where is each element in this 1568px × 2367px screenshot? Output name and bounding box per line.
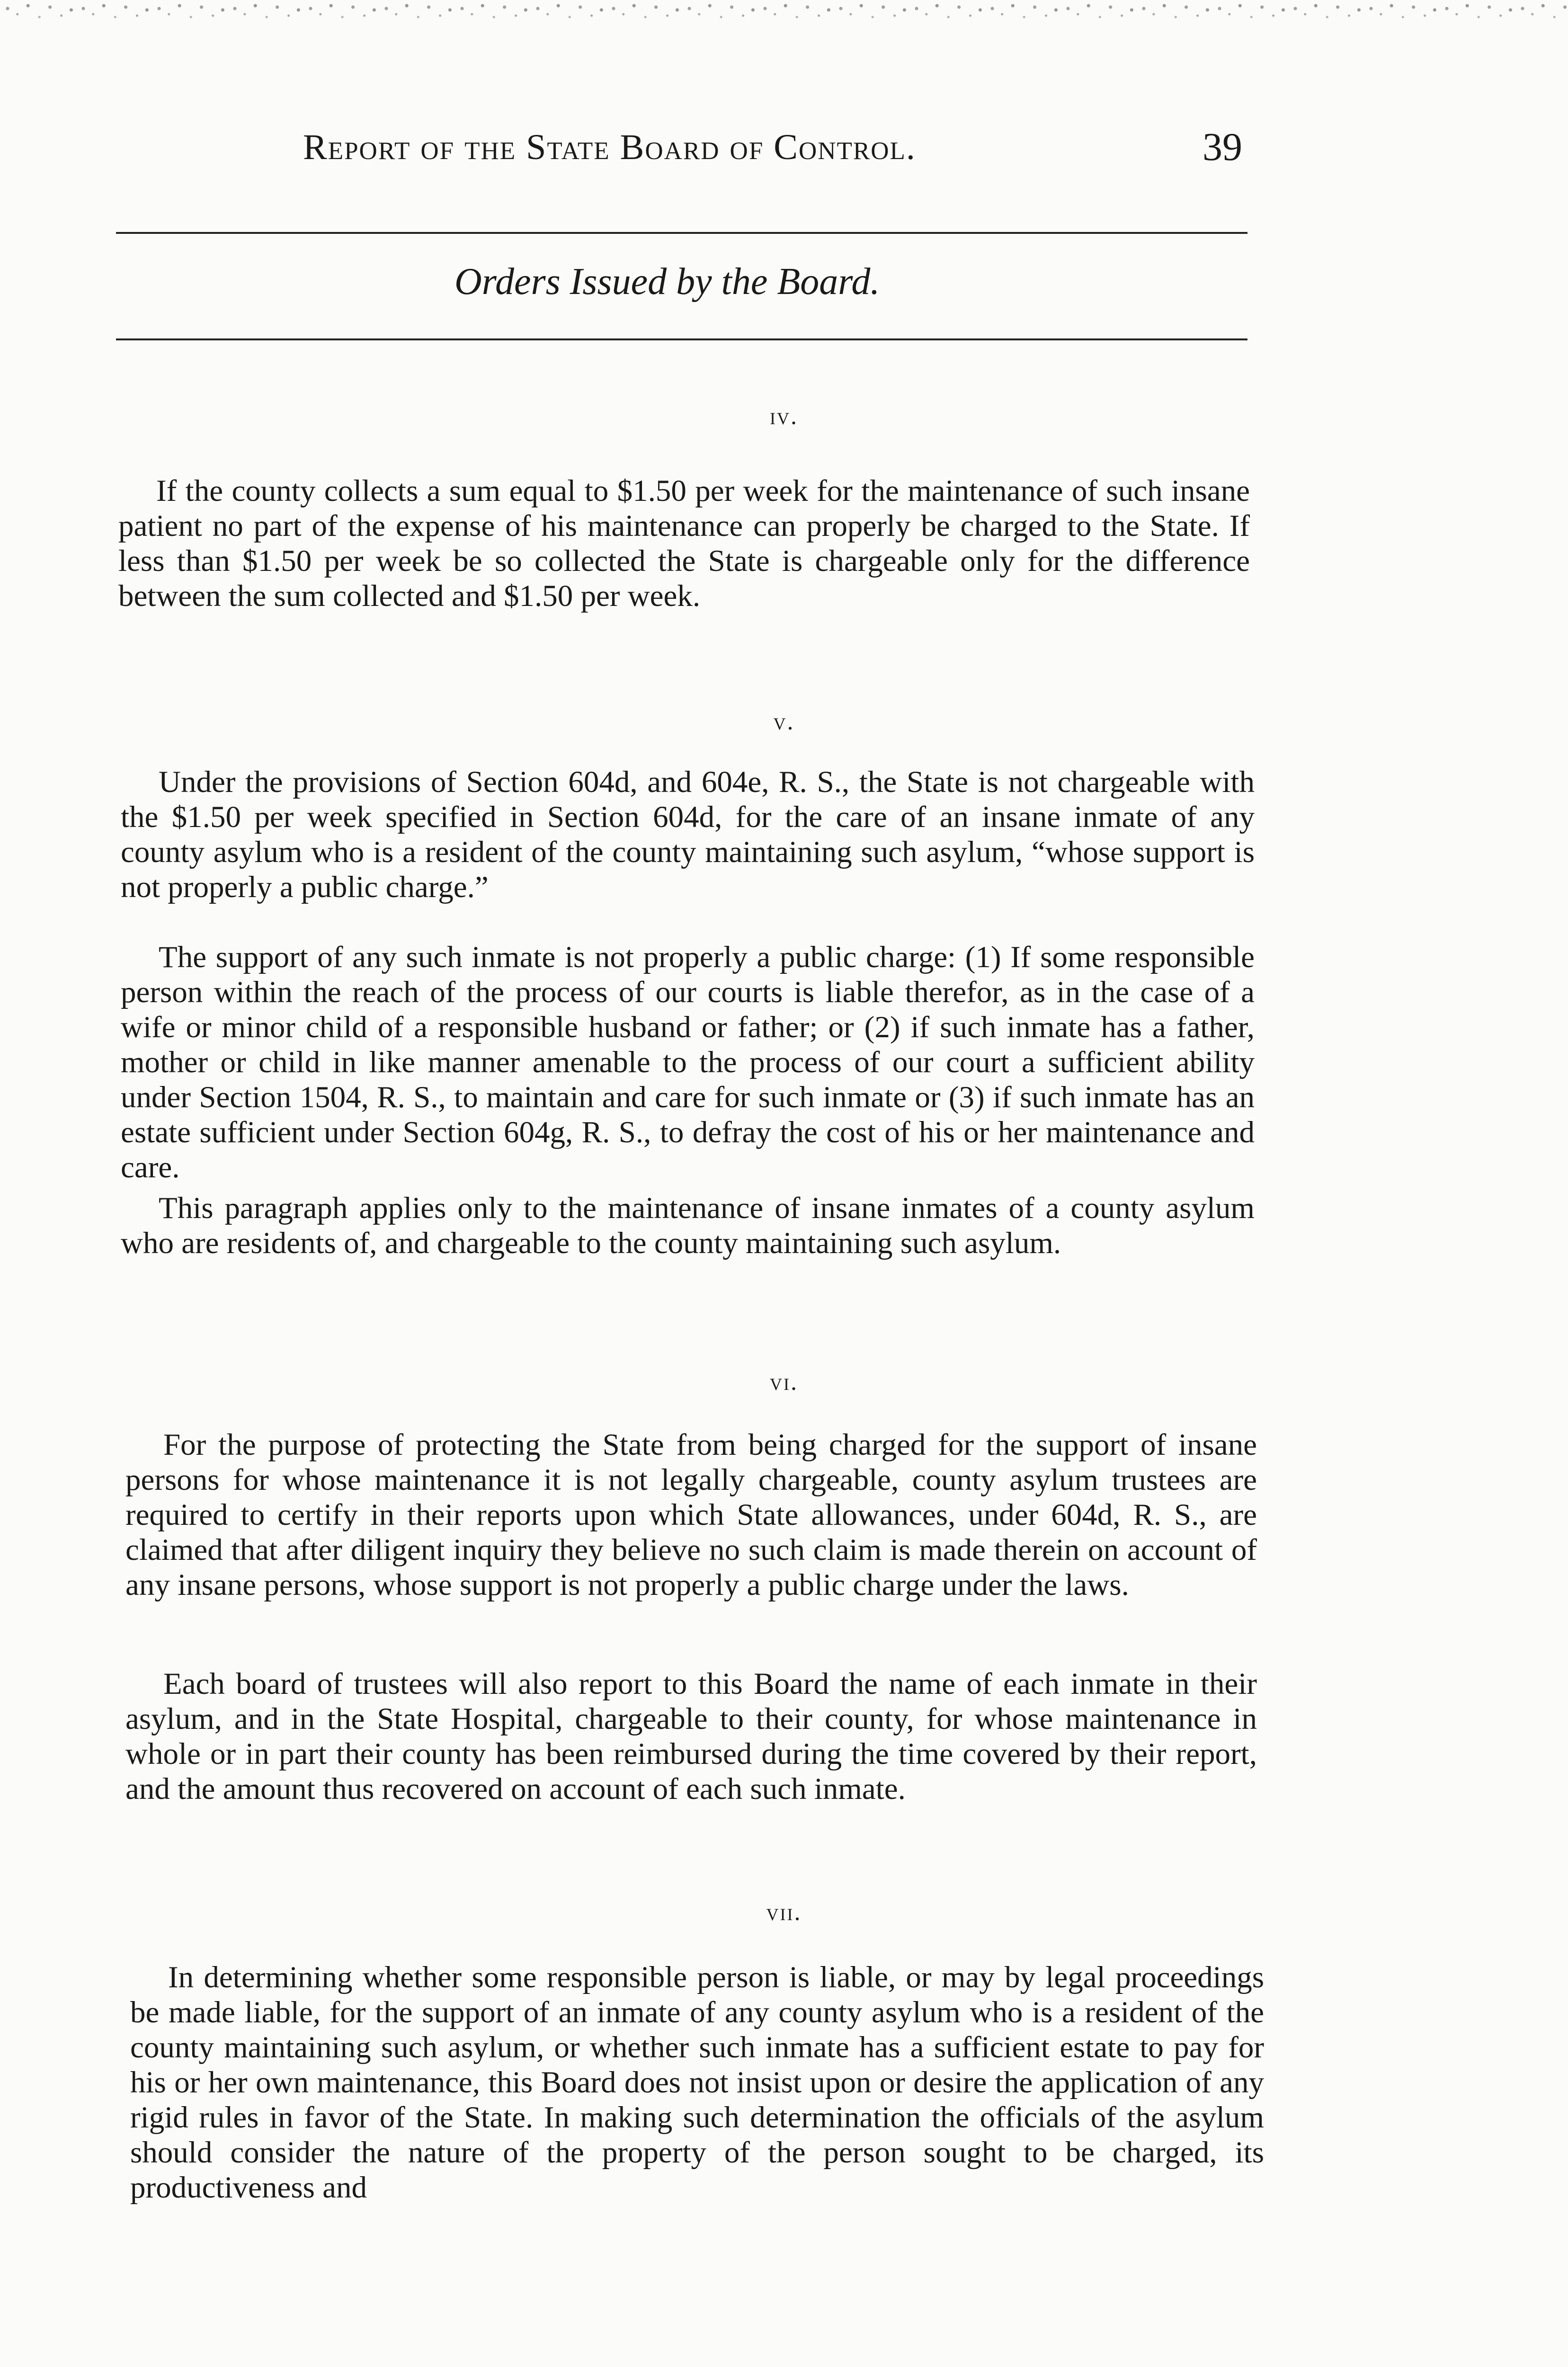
paragraph-v-2: [121, 940, 1255, 1185]
page-number: 39: [1203, 125, 1242, 169]
paragraph-v-1: [121, 765, 1255, 905]
section-heading-v: v.: [773, 708, 795, 735]
section-heading-iv: iv.: [770, 403, 798, 430]
paragraph-vii-1: [130, 1960, 1264, 2205]
paragraph-vi-1: [125, 1427, 1257, 1602]
paragraph-text: This paragraph applies only to the maintenance of insane inmates of a county asylum who are residents of, and chargeable to the county maintaining such asylum.: [121, 1191, 1255, 1260]
section-title: Orders Issued by the Board.: [454, 261, 880, 303]
paragraph-v-3: [121, 1191, 1255, 1261]
header-rule-bottom: [116, 338, 1247, 340]
paragraph-text: If the county collects a sum equal to $1.50 per week for the maintenance of such insane patient no part of the expense of his maintenance can properly be charged to the State. If less than $1.50 per week be so collected the State is chargeable only for the difference between the sum collected and $1.50 per week.: [118, 474, 1250, 613]
running-head: Report of the State Board of Control.: [303, 127, 916, 167]
paragraph-text: For the purpose of protecting the State from being charged for the support of insane persons for whose maintenance it is not legally chargeable, county asylum trustees are required to certify in their reports upon which State allowances, under 604d, R. S., are claimed that after diligent inquiry they believe no such claim is made therein on account of any insane persons, whose support is not properly a public charge under the laws.: [125, 1428, 1257, 1602]
paragraph-text: Each board of trustees will also report to this Board the name of each inmate in their asylum, and in the State Hospital, chargeable to their county, for whose maintenance in whole or in part their county has been reimbursed during the time covered by their report, and the amount thus recovered on account of each such inmate.: [125, 1667, 1257, 1806]
paragraph-text: In determining whether some responsible person is liable, or may by legal proceedings be made liable, for the support of an inmate of any county asylum who is a resident of the county maintaining such asylum, or whether such inmate has a sufficient estate to pay for his or her own maintenance, this Board does not insist upon or desire the application of any rigid rules in favor of the State. In making such determination the officials of the asylum should consider the nature of the property of the person sought to be charged, its productiveness and: [130, 1960, 1264, 2205]
section-heading-vi: vi.: [770, 1369, 798, 1396]
paragraph-iv-1: [118, 473, 1250, 614]
paragraph-text: Under the provisions of Section 604d, and 604e, R. S., the State is not chargeable with the $1.50 per week specified in Section 604d, for the care of an insane inmate of any county asylum who is a resident of the county maintaining such asylum, “whose support is not properly a public charge.”: [121, 765, 1255, 904]
scan-edge-noise: [0, 0, 1568, 28]
paragraph-vi-2: [125, 1666, 1257, 1806]
section-heading-vii: vii.: [766, 1899, 802, 1926]
header-rule-top: [116, 232, 1247, 234]
paragraph-text: The support of any such inmate is not properly a public charge: (1) If some responsible person within the reach of the process of our courts is liable therefor, as in the case of a wife or minor child of a responsible husband or father; or (2) if such inmate has a father, mother or child in like manner amenable to the process of our court a sufficient ability under Section 1504, R. S., to maintain and care for such inmate or (3) if such inmate has an estate sufficient under Section 604g, R. S., to defray the cost of his or her maintenance and care.: [121, 940, 1255, 1184]
